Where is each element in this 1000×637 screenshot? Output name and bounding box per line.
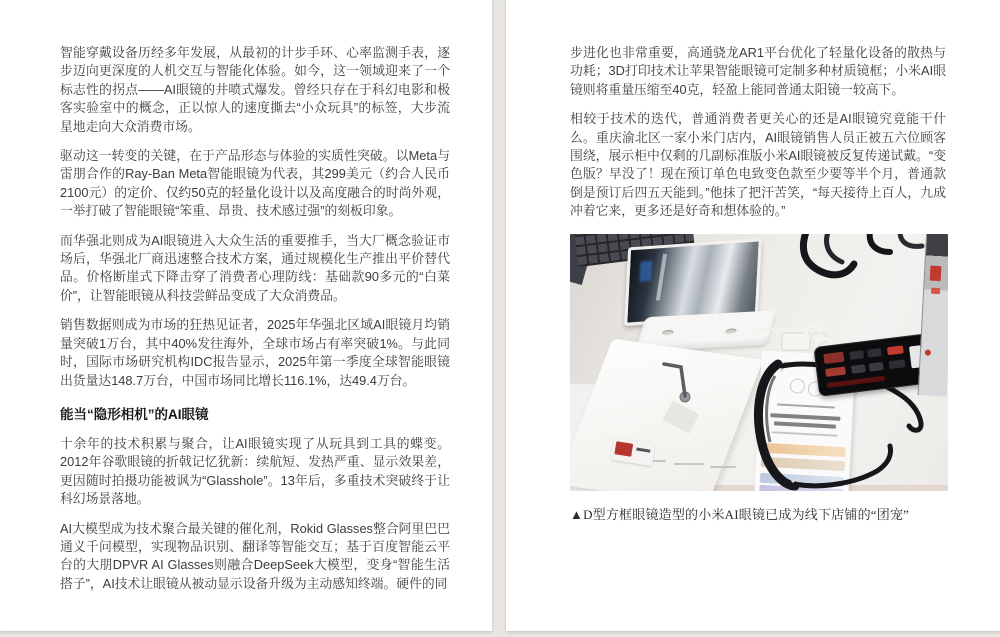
photo-caption: ▲D型方框眼镜造型的小米AI眼镜已成为线下店铺的“团宠” (570, 506, 910, 522)
shelf-red-accent (931, 287, 940, 293)
store-photo (570, 234, 948, 491)
paragraph-sales-data: 销售数据则成为市场的狂热见证者，2025年华强北区域AI眼镜月均销量突破1万台，其中40%发往海外，全球市场占有率突破1%。与此同时，国际市场研究机构IDC报告显示，2025年第一季度全球智能眼镜出货量达148.7万台，中国市场同比增长116.1%，达49.4万台。 (60, 317, 450, 388)
phone-app (849, 350, 864, 360)
phone-app (869, 362, 884, 372)
page-right (506, 0, 1000, 631)
paragraph-wearables-history: 智能穿戴设备历经多年发展，从最初的计步手环、心率监测手表，逐步迈向更深度的人机交互与智能化体验。如今，这一领域迎来了一个标志性的拐点——AI眼镜的井喷式爆发。曾经只存在于科幻电影和极客实验室中的概念，正以惊人的速度撕去“小众玩具”的标签，大步流星地走向大众消费市场。 (60, 45, 450, 134)
metal-pin (664, 364, 685, 396)
shelf-red-accent (930, 265, 942, 281)
paragraph-xiaomi-store: 相较于技术的迭代，普通消费者更关心的还是AI眼镜究竟能干什么。重庆渝北区一家小米门店内，AI眼镜销售人员正被五六位顾客围绕，展示柜中仅剩的几副标准版小米AI眼镜被反复传递试戴。“变色版？早没了！现在预订单色电致变色款至少要等半个月，普通款倒是预订后四五天能到。”他抹了把汗苦笑，“每天接待上百人，九成冲着它来，更多还是好奇和想体验的。” (570, 111, 946, 219)
paragraph-hardware-evolution: 步进化也非常重要，高通骁龙AR1平台优化了轻量化设备的散热与功耗；3D打印技术让苹果智能眼镜可定制多种材质镜框；小米AI眼镜则将重量压缩至40克，轻盈上能同普通太阳镜一较高下。 (570, 45, 946, 97)
phone-app (851, 364, 866, 374)
paragraph-tech-accumulation: 十余年的技术积累与聚合，让AI眼镜实现了从玩具到工具的蝶变。2012年谷歌眼镜的折戟记忆犹新：续航短、发热严重、显示效果差，更因随时拍摄功能被讽为“Glasshole”。13年后，多重技术突破终于让科幻场景落地。 (60, 435, 450, 507)
paragraph-rayban-meta: 驱动这一转变的关键，在于产品形态与体验的实质性突破。以Meta与雷朋合作的Ray-Ban Meta智能眼镜为代表，其299美元（约合人民币2100元）的定价、仅约50克的轻量化设计以及高度融合的时尚外观，一举打破了智能眼镜“笨重、昂贵、技术感过强”的刻板印象。 (60, 148, 450, 219)
phone-app-red (887, 345, 904, 355)
paragraph-huaqiangbei: 而华强北则成为AI眼镜进入大众生活的重要推手，当大厂概念验证市场后，华强北厂商迅速整合技术方案，通过规模化生产推出平价替代品。价格断崖式下降击穿了消费者心理防线：基础款90多元的“白菜价”，让智能眼镜从科技尝鲜品变成了大众消费品。 (60, 232, 450, 303)
demo-glasses-frame (759, 364, 795, 486)
demo-glasses-temple-lower (794, 446, 890, 486)
phone-app-red (825, 366, 846, 376)
folded-glasses-icon (870, 234, 890, 252)
section-heading-hidden-camera: 能当“隐形相机”的AI眼镜 (60, 406, 209, 422)
phone-app (889, 359, 906, 369)
page-left (0, 0, 492, 631)
shelf-red-dot (925, 349, 931, 355)
phone-app (867, 348, 882, 358)
paragraph-ai-models: AI大模型成为技术聚合最关键的催化剂，Rokid Glasses整合阿里巴巴通义千问模型，实现物品识别、翻译等智能交互；基于百度智能云平台的大朋DPVR AI Glasses则融合DeepSeek大模型，变身“智能生活搭子”，AI技术让眼镜从被动显示设备升级为主动感知终端。硬件的同 (60, 520, 450, 591)
phone-app-red (823, 351, 844, 363)
phone-bottom-bar (827, 375, 885, 387)
